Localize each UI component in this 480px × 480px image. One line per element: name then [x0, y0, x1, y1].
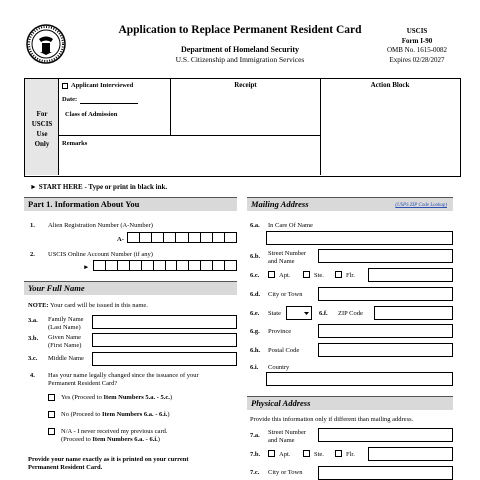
applicant-interviewed-checkbox[interactable]: [62, 83, 68, 89]
middle-name-input[interactable]: [92, 352, 237, 366]
uscis-use-only-label: [25, 79, 59, 175]
street-input[interactable]: [318, 249, 453, 263]
given-name-input[interactable]: [92, 333, 237, 347]
form-number: Form I-90: [401, 36, 433, 45]
action-block-label: Action Block: [370, 81, 410, 89]
start-here-instruction: ► START HERE - Type or print in black ink.: [30, 183, 168, 191]
middle-name-label: Middle Name: [48, 355, 84, 362]
name-changed-no-label: No (Proceed to Item Numbers 6.a. - 6.i.): [61, 411, 170, 418]
apt-ste-flr-input[interactable]: [368, 268, 453, 282]
province-input[interactable]: [318, 324, 453, 338]
physical-address-info: Provide this information only if different than mailing address.: [250, 416, 414, 423]
agency-name: U.S. Citizenship and Immigration Services: [175, 55, 305, 64]
a-number-field[interactable]: [127, 232, 237, 243]
agency-code: USCIS: [406, 27, 428, 35]
receipt-cell: [171, 79, 321, 136]
city-label: City or Town: [268, 291, 303, 298]
physical-apt-number: 7.b.: [250, 451, 261, 458]
physical-apt-ste-flr-input[interactable]: [368, 447, 453, 461]
street-number: 6.b.: [250, 253, 261, 260]
given-name-number: 3.b.: [28, 335, 39, 342]
q4-number: 4.: [30, 372, 35, 379]
action-block-cell: [321, 79, 459, 175]
physical-flr-checkbox[interactable]: [335, 450, 342, 457]
middle-name-number: 3.c.: [28, 355, 38, 362]
remarks-cell: [59, 136, 321, 175]
given-name-label: Given Name (First Name): [48, 334, 82, 349]
omb-number: OMB No. 1615-0082: [386, 46, 448, 54]
state-number: 6.e.: [250, 310, 260, 317]
physical-apt-label: Apt.: [279, 451, 291, 458]
physical-ste-label: Ste.: [314, 451, 324, 458]
zip-label: ZIP Code: [338, 310, 363, 317]
receipt-label: Receipt: [234, 81, 257, 89]
postal-number: 6.h.: [250, 347, 261, 354]
apt-ste-flr-number: 6.c.: [250, 272, 260, 279]
province-label: Province: [268, 328, 292, 335]
physical-street-label: Street Number and Name: [268, 429, 307, 444]
usps-zip-lookup-link[interactable]: (USPS ZIP Code Lookup): [395, 203, 447, 208]
side-line-3: Use: [36, 130, 48, 138]
chevron-down-icon: [287, 307, 311, 319]
form-identifier: [372, 27, 462, 65]
care-of-number: 6.a.: [250, 222, 260, 229]
remarks-label: Remarks: [62, 140, 88, 147]
country-number: 6.i.: [250, 364, 259, 371]
physical-city-number: 7.c.: [250, 469, 260, 476]
country-label: Country: [268, 364, 290, 371]
full-name-header: Your Full Name: [24, 281, 237, 295]
care-of-label: In Care Of Name: [268, 222, 313, 229]
a-number-prefix: A-: [117, 236, 124, 243]
uscis-use-only-box: [24, 78, 461, 177]
q1-label: Alien Registration Number (A-Number): [48, 222, 153, 229]
side-line-2: USCIS: [31, 120, 53, 128]
provide-name-instruction: Provide your name exactly as it is printed on your current Permanent Resident Card.: [28, 456, 189, 471]
name-changed-yes-label: Yes (Proceed to Item Numbers 5.a. - 5.c.): [61, 394, 173, 401]
q4-label: Has your name legally changed since the issuance of your Permanent Resident Card?: [48, 372, 199, 387]
street-label: Street Number and Name: [268, 250, 307, 265]
postal-input[interactable]: [318, 343, 453, 357]
care-of-input[interactable]: [266, 231, 453, 245]
side-line-1: For: [36, 110, 48, 118]
physical-flr-label: Flr.: [346, 451, 355, 458]
name-changed-na-checkbox[interactable]: [48, 428, 55, 435]
apt-checkbox[interactable]: [268, 271, 275, 278]
zip-input[interactable]: [374, 306, 453, 320]
interview-cell: [59, 79, 171, 136]
name-changed-no-checkbox[interactable]: [48, 411, 55, 418]
applicant-interviewed-label: Applicant Interviewed: [71, 82, 134, 89]
online-account-number-field[interactable]: [93, 260, 237, 271]
zip-number: 6.f.: [319, 310, 328, 317]
name-changed-na-label: N/A - I never received my previous card. (Proceed to Item Numbers 6.a. - 6.i.): [61, 428, 168, 443]
physical-city-input[interactable]: [318, 466, 453, 480]
physical-ste-checkbox[interactable]: [303, 450, 310, 457]
family-name-input[interactable]: [92, 315, 237, 329]
mailing-address-header: Mailing Address (USPS ZIP Code Lookup): [247, 197, 453, 211]
physical-address-header: Physical Address: [247, 396, 453, 410]
class-of-admission-label: Class of Admission: [65, 111, 118, 118]
city-input[interactable]: [318, 287, 453, 301]
note: NOTE: Your card will be issued in this name.: [28, 302, 148, 309]
city-number: 6.d.: [250, 291, 261, 298]
physical-street-input[interactable]: [318, 428, 453, 442]
part1-header: Part 1. Information About You: [24, 197, 237, 211]
province-number: 6.g.: [250, 328, 260, 335]
flr-label: Flr.: [346, 272, 355, 279]
physical-city-label: City or Town: [268, 469, 303, 476]
q1-number: 1.: [30, 222, 35, 229]
arrow-icon: ►: [83, 264, 90, 271]
date-line: [80, 103, 138, 104]
family-name-number: 3.a.: [28, 317, 38, 324]
name-changed-yes-checkbox[interactable]: [48, 394, 55, 401]
form-title: Application to Replace Permanent Resident Card: [118, 24, 362, 36]
family-name-label: Family Name (Last Name): [48, 316, 84, 331]
state-select[interactable]: [286, 306, 312, 320]
apt-label: Apt.: [279, 272, 291, 279]
ste-label: Ste.: [314, 272, 324, 279]
q2-number: 2.: [30, 251, 35, 258]
date-label: Date:: [62, 96, 78, 103]
ste-checkbox[interactable]: [303, 271, 310, 278]
physical-apt-checkbox[interactable]: [268, 450, 275, 457]
state-label: State: [268, 310, 281, 317]
physical-street-number: 7.a.: [250, 432, 260, 439]
flr-checkbox[interactable]: [335, 271, 342, 278]
postal-label: Postal Code: [268, 347, 300, 354]
q2-label: USCIS Online Account Number (if any): [48, 251, 153, 258]
department-name: Department of Homeland Security: [181, 45, 299, 54]
side-line-4: Only: [34, 140, 50, 148]
country-input[interactable]: [266, 372, 453, 386]
expiration-date: Expires 02/28/2027: [389, 55, 445, 64]
